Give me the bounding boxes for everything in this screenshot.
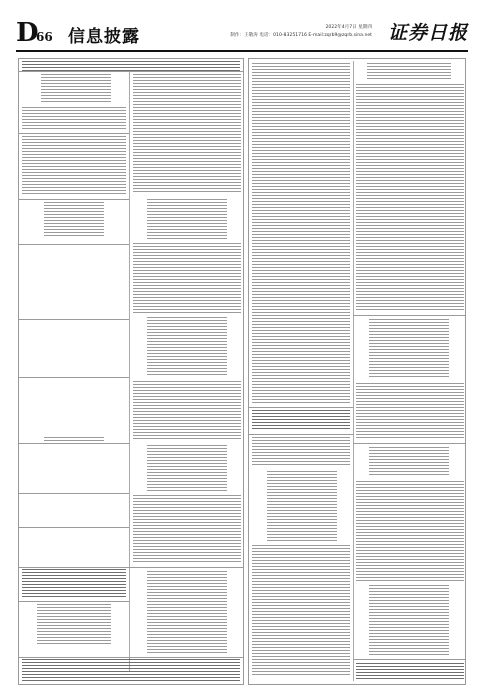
text-block [356,84,464,312]
text-block [252,545,350,675]
text-block [356,383,464,439]
row-divider [249,407,353,408]
text-block [22,659,240,683]
text-block [37,604,111,644]
text-block [369,585,449,655]
text-block [44,437,104,441]
text-block [267,471,337,541]
row-divider [19,443,129,444]
row-divider [353,659,466,660]
row-divider [19,71,244,72]
text-block [369,447,449,477]
row-divider [249,434,353,435]
row-divider [19,567,244,568]
text-block [22,107,126,131]
text-block [22,61,240,71]
row-divider [19,199,129,200]
text-block [133,243,241,313]
text-block [147,571,227,653]
text-block [22,569,126,599]
text-block [369,319,449,379]
text-block [367,63,451,81]
page-number: 66 [36,30,53,44]
text-block [44,202,104,238]
row-divider [19,601,129,602]
text-block [356,663,464,679]
text-block [147,445,227,491]
left-column-divider [129,71,130,671]
text-block [252,63,350,403]
section-title: 信息披露 [68,27,140,47]
row-divider [19,244,129,245]
row-divider [353,315,466,316]
newspaper-logo: 证券日报 [387,22,468,44]
text-block [133,381,241,439]
right-column-divider [353,61,354,681]
row-divider [19,319,129,320]
text-block [147,317,227,377]
row-divider [353,443,466,444]
date-line: 2022年4月7日 星期四 [325,25,372,30]
row-divider [19,133,129,134]
text-block [133,495,241,563]
text-block [22,136,126,196]
row-divider [19,527,129,528]
section-letter: D [16,18,39,48]
text-block [41,74,111,104]
left-column [18,58,244,685]
contact-line: 制作：王敬涛 电话：010-83251716 E-mail:zqrb9@zqrb.sina.net [230,33,372,38]
text-block [356,481,464,581]
row-divider [19,493,129,494]
header-rule [16,50,468,52]
row-divider [19,657,244,658]
text-block [147,199,227,239]
text-block [252,410,350,430]
text-block [252,437,350,467]
masthead [16,20,468,50]
right-column [248,58,466,685]
row-divider [19,377,129,378]
text-block [133,74,241,194]
